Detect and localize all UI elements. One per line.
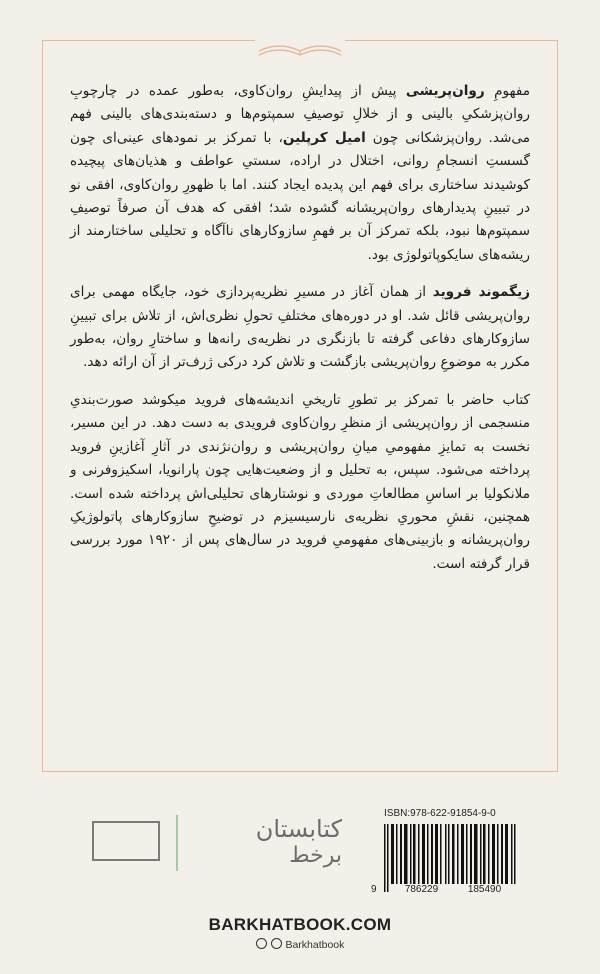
instagram-icon — [256, 938, 267, 949]
logo-text-line1: کتابستان — [255, 815, 342, 843]
back-cover-text — [70, 80, 530, 576]
telegram-icon — [271, 938, 282, 949]
barcode-group-2: 185490 — [467, 884, 502, 895]
paragraph-2: زیگموند فروید از همان آغاز در مسیرِ نظریه‌پردازی خود، جایگاه مهمی برای روان‌پریشی قائل شد. او در دوره‌های مختلفِ تحولِ نظری‌اش، از تلاش برای تبیینِ سازوکارهای دفاعی گرفته تا بازنگری در نظریه‌ی رانه‌ها و ساختارِ روان، به‌طور مکرر به موضوعِ روان‌پریشی بازگشت و تلاش کرد درکی ژرف‌تر از آن ارائه دهد. — [70, 284, 530, 371]
publisher-logo — [92, 815, 342, 875]
social-line — [0, 938, 600, 951]
isbn-label: ISBN:978-622-91854-9-0 — [384, 808, 496, 819]
logo-text-line2: برخط — [289, 843, 342, 868]
paragraph-1: مفهومِ روان‌پریشی پیش از پیدایشِ روان‌کاوی، به‌طور عمده در چارچوبِ روان‌پزشکیِ بالینی و از خلالِ توصیفِ سمپتوم‌ها و دسته‌بندی‌های بالینی فهم می‌شد. روان‌پزشکانی چون امیل کرپلین، با تمرکز بر نمودهای عینی‌ای چون گسستِ انسجامِ روانی، اختلال در اراده، سستیِ عواطف و هذیان‌های پیچیده کوشیدند ساختاری برای فهم این پدیده ایجاد کنند. اما با ظهورِ روان‌کاوی، افقی نو در تبیینِ پدیدارهای روان‌پریشانه گشوده شد؛ افقی که هدف آن صرفاً توصیفِ سمپتوم‌ها نبود، بلکه تمرکز آن بر فهمِ سازوکارهای ناآگاه و تحلیلی ساختارمند از ریشه‌های سایکوپاتولوژی بود. — [70, 83, 530, 263]
website-url: BARKHATBOOK.COM — [208, 915, 392, 934]
barcode-icon — [384, 824, 516, 892]
logo-divider — [176, 815, 178, 871]
open-book-icon — [255, 37, 345, 59]
logo-square-icon — [92, 821, 160, 861]
paragraph-3: کتاب حاضر با تمرکز بر تطورِ تاریخیِ اندیشه‌های فروید میکوشد صورت‌بندیِ منسجمی از روان‌پریشی از منظرِ روان‌کاوی فرویدی به دست دهد. در این مسیر، نخست به تمایزِ مفهومیِ میانِ روان‌پریشی و روان‌نژندی در آثارِ آغازینِ فروید پرداخته می‌شود. سپس، به تحلیل و از وضعیت‌هایی چون پارانویا، اسکیزوفرنی و ملانکولیا بر اساسِ مطالعاتِ موردی و نوشتارهای تحلیلی‌اش پرداخته شده است. همچنین، نقشِ محوریِ نظریه‌ی نارسیسیزم در توضیحِ سازوکارهای پاتولوژیکِ روان‌پریشانه و بازبینی‌های مفهومیِ فروید در سال‌های پس از ۱۹۲۰ مورد بررسی قرار گرفته است. — [70, 391, 530, 572]
barcode-digits — [390, 884, 516, 895]
barcode-group-1: 786229 — [404, 884, 439, 895]
barcode-digit-first: 9 — [371, 884, 377, 895]
social-handle: Barkhatbook — [285, 939, 345, 951]
